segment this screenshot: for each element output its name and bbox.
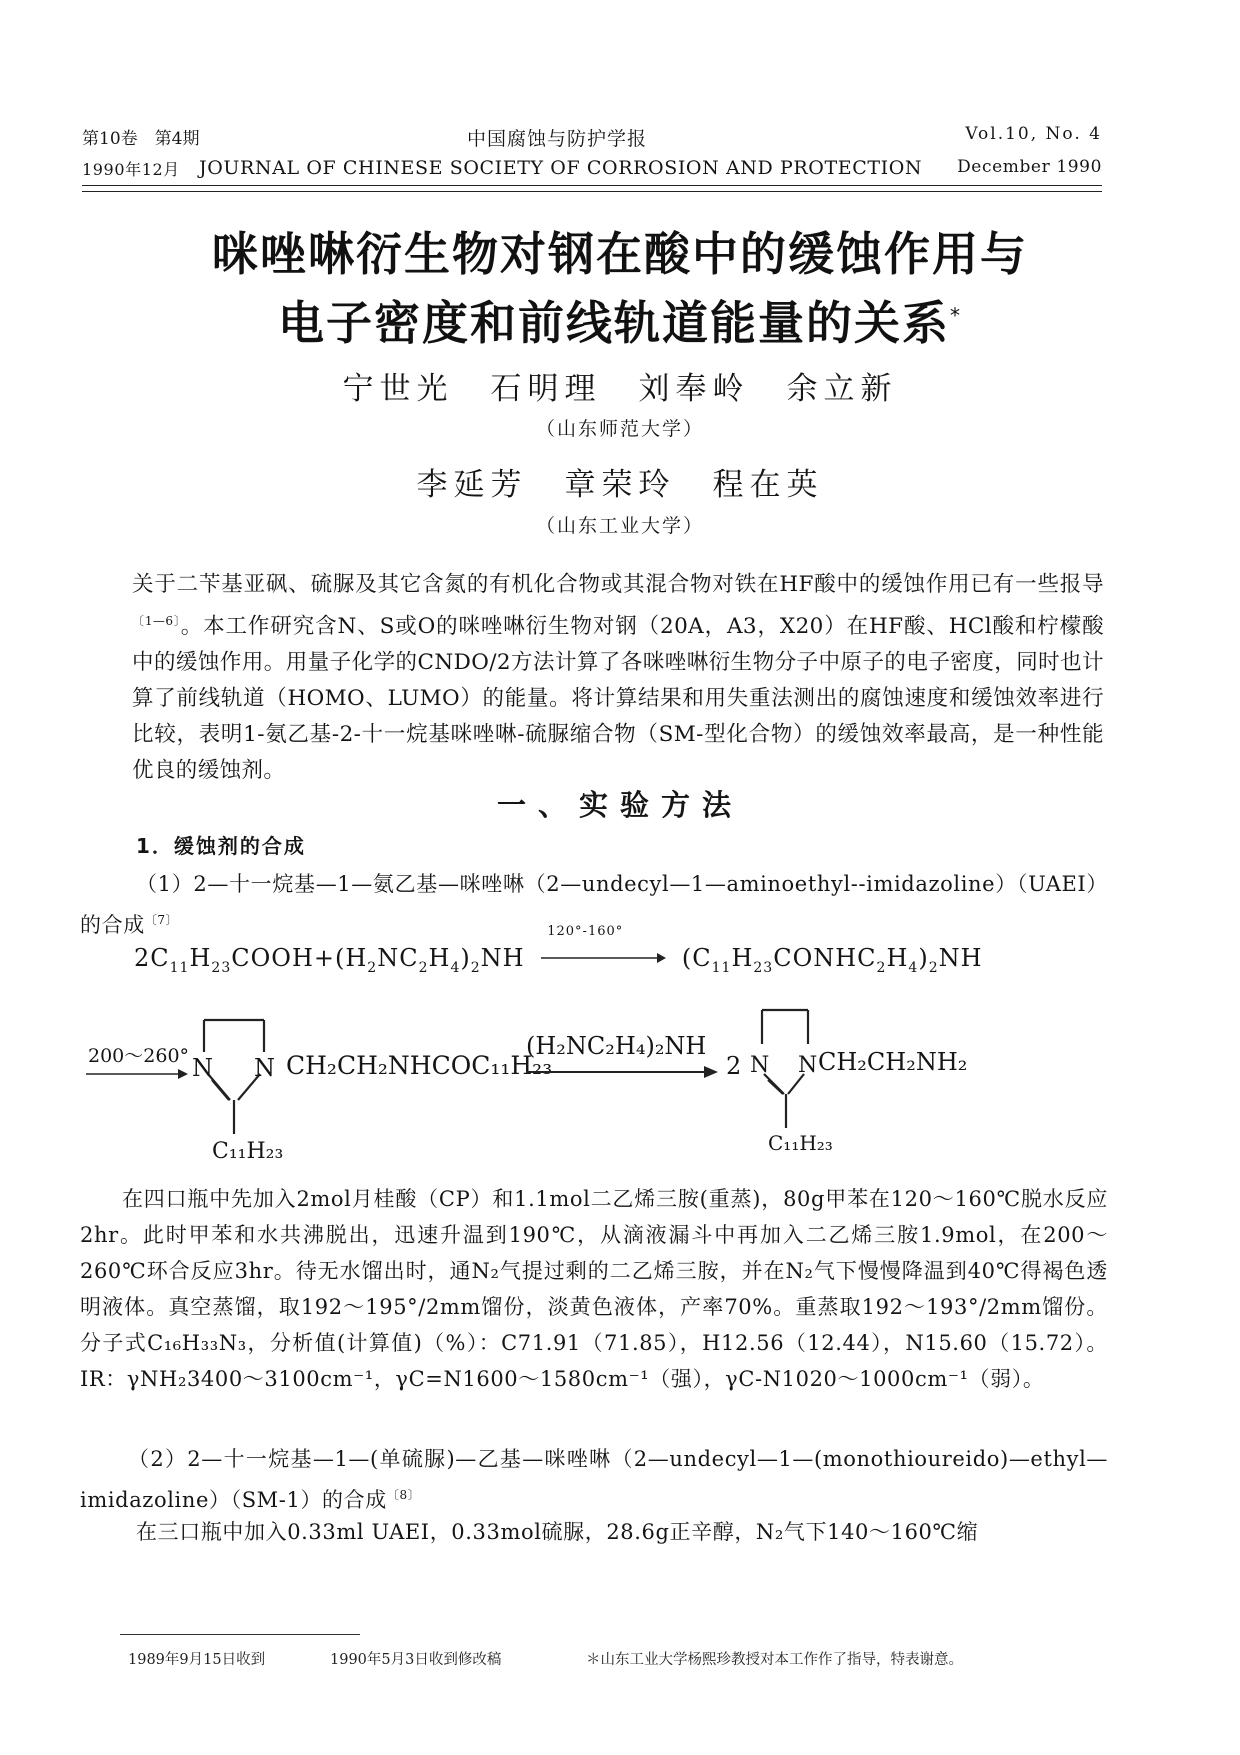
footnote-rule: [120, 1634, 360, 1635]
ring-left-n3: N: [254, 1054, 275, 1082]
reagent-label: (H₂NC₂H₄)₂NH: [526, 1032, 707, 1060]
subsection-heading: 1．缓蚀剂的合成: [136, 834, 306, 858]
reaction-condition: 120°-160°: [547, 924, 624, 939]
cyclization-temp: 200～260°: [88, 1045, 190, 1067]
procedure-uaei: 在四口瓶中先加入2mol月桂酸（CP）和1.1mol二乙烯三胺(重蒸)，80g甲苯在120～160℃脱水反应2hr。此时甲苯和水共沸脱出，迅速升温到190℃，从滴液漏斗中再加入二乙烯三胺1.9mol，在200～260℃环合反应3hr。待无水馏出时，通N₂气提过剩的二乙烯三胺，并在N₂气下慢慢降温到40℃得褐色透明液体。真空蒸馏，取192～195°/2mm馏份，淡黄色液体，产率70%。重蒸取192～193°/2mm馏份。分子式C₁₆H₃₃N₃，分析值(计算值)（%）：C71.91（71.85），H12.56（12.44），N15.60（15.72）。IR：γNH₂3400～3100cm⁻¹，γC=N1600～1580cm⁻¹（强），γC-N1020～1000cm⁻¹（弱）。: [80, 1187, 1108, 1391]
volume-issue-cn: 第10卷 第4期: [82, 129, 200, 149]
citation-7: 〔7〕: [144, 913, 179, 927]
header-rule-bottom: [82, 191, 1102, 192]
footnote-received: 1989年9月15日收到: [128, 1652, 266, 1668]
ring-left-n1: N: [192, 1054, 213, 1082]
stoich-coefficient: 2: [726, 1052, 742, 1080]
title-footnote-mark: *: [950, 303, 962, 328]
reaction-equation-1: $2C_{11}H_{23}COOH+(H_2NC_2H_4)_2NH$ 120°-160° $(C_{11}H_{23}CONHC_2H_4)_2NH$: [134, 924, 983, 976]
side-chain-amine: CH₂CH₂NH₂: [818, 1048, 968, 1076]
side-chain-amide: CH₂CH₂NHCOC₁₁H₂₃: [286, 1051, 553, 1080]
article-title-line1: 咪唑啉衍生物对钢在酸中的缓蚀作用与: [212, 227, 1028, 281]
cyclization-scheme: [86, 990, 1106, 1170]
ring-right-n1: N: [750, 1053, 770, 1078]
date-en: December 1990: [957, 157, 1102, 177]
footnote-revised: 1990年5月3日收到修改稿: [330, 1652, 502, 1668]
abstract: 关于二苄基亚砜、硫脲及其它含氮的有机化合物或其混合物对铁在HF酸中的缓蚀作用已有一些报导$^{〔1—6〕}$。本工作研究含N、S或O的咪唑啉衍生物对钢（20A，A3，X20）在HF酸、HCl酸和柠檬酸中的缓蚀作用。用量子化学的CNDO/2方法计算了各咪唑啉衍生物分子中原子的电子密度，同时也计算了前线轨道（HOMO、LUMO）的能量。将计算结果和用失重法测出的腐蚀速度和缓蚀效率进行比较，表明1-氨乙基-2-十一烷基咪唑啉-硫脲缩合物（SM-型化合物）的缓蚀效率最高，是一种性能优良的缓蚀剂。: [132, 572, 1104, 784]
ring-right-n3: N: [798, 1053, 818, 1078]
synthesis-1-heading: （1）2—十一烷基—1—氨乙基—咪唑啉（2—undecyl—1—aminoethyl--imidazoline）（UAEI）的合成$^{〔7〕}$: [80, 872, 1108, 937]
author-group-2: 李延芳 章荣玲 程在英: [416, 467, 824, 503]
affiliation-1: （山东师范大学）: [535, 418, 704, 440]
procedure-sm1: 在三口瓶中加入0.33ml UAEI，0.33mol硫脲，28.6g正辛醇，N₂气下140～160℃缩: [136, 1520, 979, 1544]
reaction-arrow-1: [539, 924, 667, 966]
journal-name-cn: 中国腐蚀与防护学报: [467, 128, 648, 150]
synthesis-2-heading: （2）2—十一烷基—1—(单硫脲)—乙基—咪唑啉（2—undecyl—1—(monothioureido)—ethyl—imidazoline）（SM-1）的合成$^{〔8〕}$: [80, 1447, 1108, 1512]
volume-issue-en: Vol.10, No. 4: [965, 124, 1102, 144]
section-heading: 一、实验方法: [496, 788, 743, 822]
article-title-line2: 电子密度和前线轨道能量的关系*: [278, 296, 962, 350]
arrow-head-1: [178, 1069, 188, 1079]
affiliation-2: （山东工业大学）: [535, 515, 704, 537]
citation-8: 〔8〕: [386, 1488, 421, 1502]
footnote-acknowledgement: ＊山东工业大学杨熙珍教授对本工作作了指导，特表谢意。: [586, 1652, 963, 1668]
author-group-1: 宁世光 石明理 刘奉岭 余立新: [342, 371, 898, 407]
journal-name-en: JOURNAL OF CHINESE SOCIETY OF CORROSION AND PROTECTION: [199, 157, 923, 179]
alkyl-substituent-left: C₁₁H₂₃: [212, 1139, 284, 1164]
alkyl-substituent-right: C₁₁H₂₃: [768, 1131, 833, 1155]
date-cn: 1990年12月: [82, 160, 180, 179]
header-rule-top: [82, 185, 1102, 186]
citation-1-6: 〔1—6〕: [132, 614, 181, 628]
arrow-head-2: [704, 1066, 718, 1078]
